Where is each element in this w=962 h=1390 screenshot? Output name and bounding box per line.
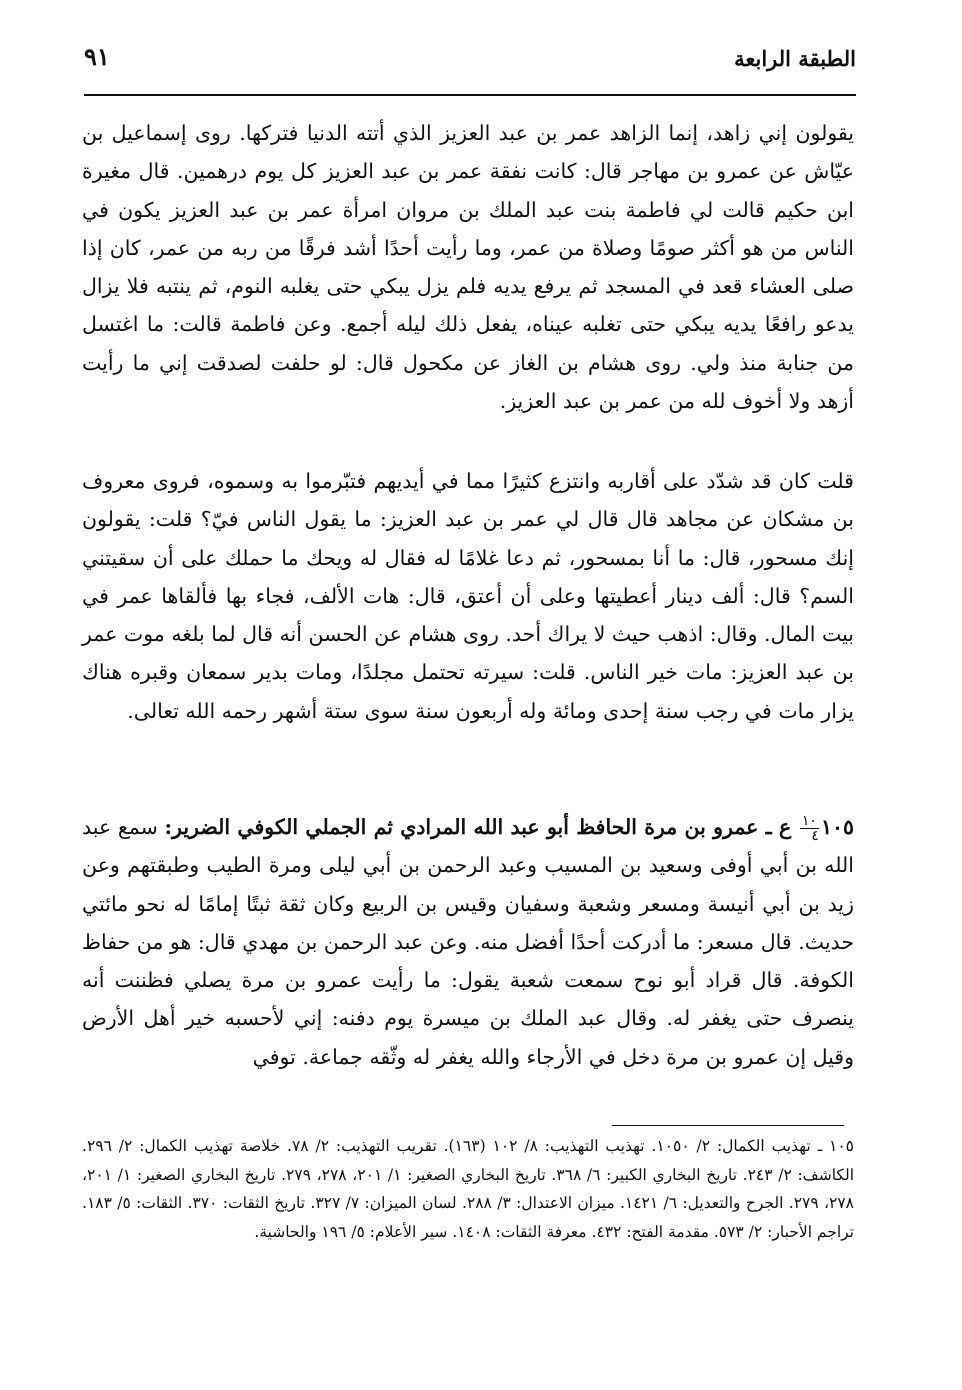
fraction-top: ١٠ [801, 813, 817, 829]
running-title: الطبقة الرابعة [734, 46, 856, 71]
biography-entry [82, 808, 854, 1076]
footnote-divider [612, 1125, 844, 1126]
entry-heading: ع ـ عمرو بن مرة الحافظ أبو عبد الله المرادي ثم الجملي الكوفي الضرير: [164, 815, 792, 839]
entry-text: سمع عبد الله بن أبي أوفى وسعيد بن المسيب وعبد الرحمن بن أبي ليلى ومرة الطيب وطبقتهم وعن زيد بن أبي أنيسة ومسعر وشعبة وسفيان وقيس بن الربيع وكان ثقة ثبتًا إمامًا له نحو مائتي حديث. قال مسعر: ما أدركت أحدًا أفضل منه. وعن عبد الرحمن بن مهدي قال: هو من حفاظ الكوفة. قال قراد أبو نوح سمعت شعبة يقول: ما رأيت عمرو بن مرة يصلي فظننت أنه ينصرف حتى يغفر له. وقال عبد الملك بن ميسرة يوم دفنه: إني لأحسبه خير أهل الأرض وقيل إن عمرو بن مرة دخل في الأرجاء والله يغفر له وثّقه جماعة. توفي [82, 815, 854, 1069]
entry-fraction [800, 814, 819, 843]
entry-number: ١٠٥ [820, 815, 854, 839]
fraction-bottom: ٤ [811, 828, 819, 844]
header-divider [84, 94, 856, 96]
paragraph-2: قلت كان قد شدّد على أقاربه وانتزع كثيرًا مما في أيديهم فتبّرموا به وسموه، فروى معروف بن مشكان عن مجاهد قال قال لي عمر بن عبد العزيز: ما يقول الناس فيّ؟ قلت: يقولون إنك مسحور، قال: ما أنا بمسحور، ثم دعا غلامًا له فقال له ويحك ما حملك على أن سقيتني السم؟ قال: ألف دينار أعطيتها وعلى أن أعتق، قال: هات الألف، فجاء بها فألقاها عمر في بيت المال. وقال: اذهب حيث لا يراك أحد. روى هشام عن الحسن أنه قال لما بلغه موت عمر بن عبد العزيز: مات خير الناس. قلت: سيرته تحتمل مجلدًا، ومات بدير سمعان وقبره هناك يزار مات في رجب سنة إحدى ومائة وله أربعون سنة سوى ستة أشهر رحمه الله تعالى. [82, 469, 854, 723]
page-header [84, 40, 856, 80]
footnote: ١٠٥ ـ تهذيب الكمال: ٢/ ١٠٥٠. تهذيب التهذيب: ٨/ ١٠٢ (١٦٣). تقريب التهذيب: ٢/ ٧٨. خلاصة تهذيب الكمال: ٢/ ٢٩٦. الكاشف: ٢/ ٢٤٣. تاريخ البخاري الكبير: ٦/ ٣٦٨. تاريخ البخاري الصغير: ١/ ٢٠١، ٢٧٨، ٢٧٩. تاريخ البخاري الصغير: ١/ ٢٠١، ٢٧٨، ٢٧٩. الجرح والتعديل: ٦/ ١٤٢١. ميزان الاعتدال: ٣/ ٢٨٨. لسان الميزان: ٧/ ٣٢٧. تاريخ الثقات: ٣٧٠. الثقات: ٥/ ١٨٣. تراجم الأحبار: ٢/ ٥٧٣. مقدمة الفتح: ٤٣٢. معرفة الثقات: ١٤٠٨. سير الأعلام: ٥/ ١٩٦ والحاشية. [82, 1137, 855, 1241]
paragraph-1: يقولون إني زاهد، إنما الزاهد عمر بن عبد العزيز الذي أتته الدنيا فتركها. روى إسماعيل بن عيّاش عن عمرو بن مهاجر قال: كانت نفقة عمر بن عبد العزيز كل يوم درهمين. قال مغيرة ابن حكيم قالت لي فاطمة بنت عبد الملك بن مروان امرأة عمر بن عبد العزيز يكون في الناس من هو أكثر صومًا وصلاة من عمر، وما رأيت أحدًا أشد فرقًا من ربه من عمر، كان إذا صلى العشاء قعد في المسجد ثم يرفع يديه فلم يزل يبكي حتى يغلبه النوم، ثم ينتبه فلا يزال يدعو رافعًا يديه يبكي حتى تغلبه عيناه، يفعل ذلك ليله أجمع. وعن فاطمة قالت: ما اغتسل من جنابة منذ ولي. روى هشام بن الغاز عن مكحول قال: لو حلفت لصدقت إني ما رأيت أزهد ولا أخوف لله من عمر بن عبد العزيز. [82, 121, 854, 414]
page-number: ٩١ [84, 42, 110, 71]
